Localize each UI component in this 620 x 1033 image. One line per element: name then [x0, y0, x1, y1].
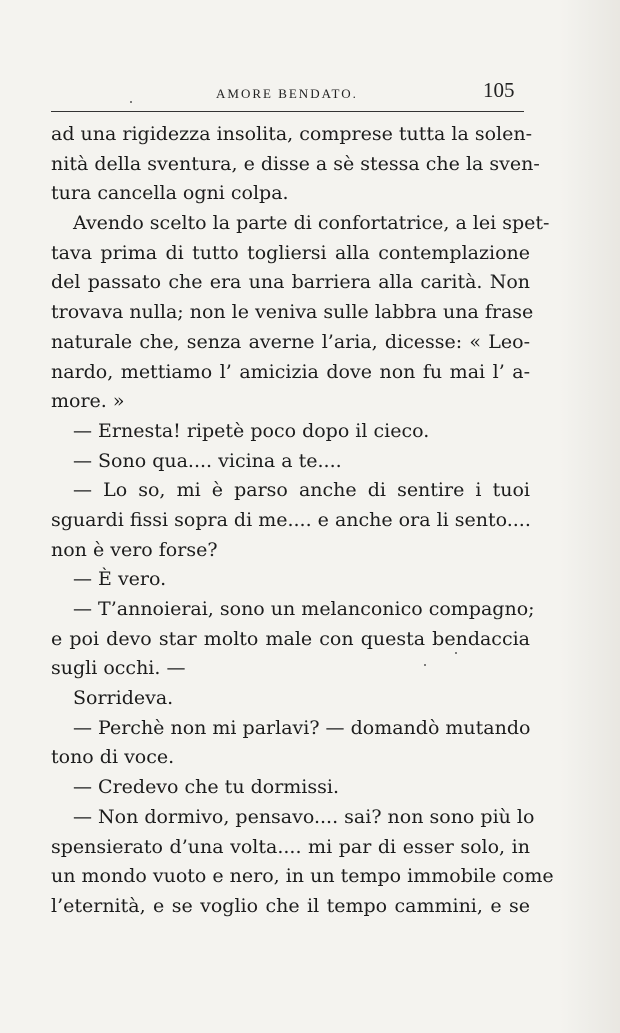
text-line: tura cancella ogni colpa. — [51, 182, 289, 205]
text-line: ad una rigidezza insolita, comprese tutta la solen- — [51, 123, 533, 145]
text-line: naturale che, senza averne l’aria, dicesse: « Leo- — [51, 330, 530, 353]
page-number: 105 — [483, 78, 515, 102]
header-rule — [51, 111, 524, 112]
text-line: — Non dormivo, pensavo.... sai? non sono più lo — [73, 805, 535, 828]
print-speck — [130, 101, 132, 103]
page-edge-shading — [560, 0, 620, 1033]
text-line: — T’annoierai, sono un melanconico compagno; — [73, 598, 535, 620]
text-line: — Lo so, mi è parso anche di sentire i tuoi — [73, 479, 530, 502]
text-line: l’eternità, e se voglio che il tempo cammini, e se — [51, 894, 530, 917]
text-line: un mondo vuoto e nero, in un tempo immobile come — [51, 865, 554, 888]
body-text — [51, 120, 554, 922]
text-line: nardo, mettiamo l’ amicizia dove non fu mai l’ a- — [51, 360, 530, 383]
text-line: — È vero. — [73, 568, 167, 591]
text-line: spensierato d’una volta.... mi par di esser solo, in — [51, 835, 530, 858]
running-title: AMORE BENDATO. — [216, 86, 358, 101]
text-line: Sorrideva. — [73, 687, 174, 710]
text-line: — Credevo che tu dormissi. — [73, 776, 339, 799]
text-line: non è vero forse? — [51, 538, 218, 561]
text-line: sguardi fissi sopra di me.... e anche ora li sento.... — [51, 508, 531, 531]
text-line: — Perchè non mi parlavi? — domandò mutando — [73, 716, 531, 739]
text-line: sugli occhi. — — [51, 657, 186, 680]
print-speck — [455, 652, 457, 654]
print-speck — [424, 664, 426, 666]
text-line: tono di voce. — [51, 746, 175, 769]
text-line: — Sono qua.... vicina a te.... — [73, 449, 342, 472]
page-header — [0, 78, 620, 108]
text-line: Avendo scelto la parte di confortatrice, a lei spet- — [73, 212, 550, 235]
text-line: — Ernesta! ripetè poco dopo il cieco. — [73, 419, 430, 442]
text-line: trovava nulla; non le veniva sulle labbra una frase — [51, 301, 534, 324]
text-line: del passato che era una barriera alla carità. Non — [51, 271, 530, 294]
text-line: more. » — [51, 390, 125, 413]
text-line: nità della sventura, e disse a sè stessa che la sven- — [51, 152, 540, 175]
text-line: tava prima di tutto togliersi alla contemplazione — [51, 241, 530, 264]
text-line: e poi devo star molto male con questa bendaccia — [51, 627, 530, 650]
